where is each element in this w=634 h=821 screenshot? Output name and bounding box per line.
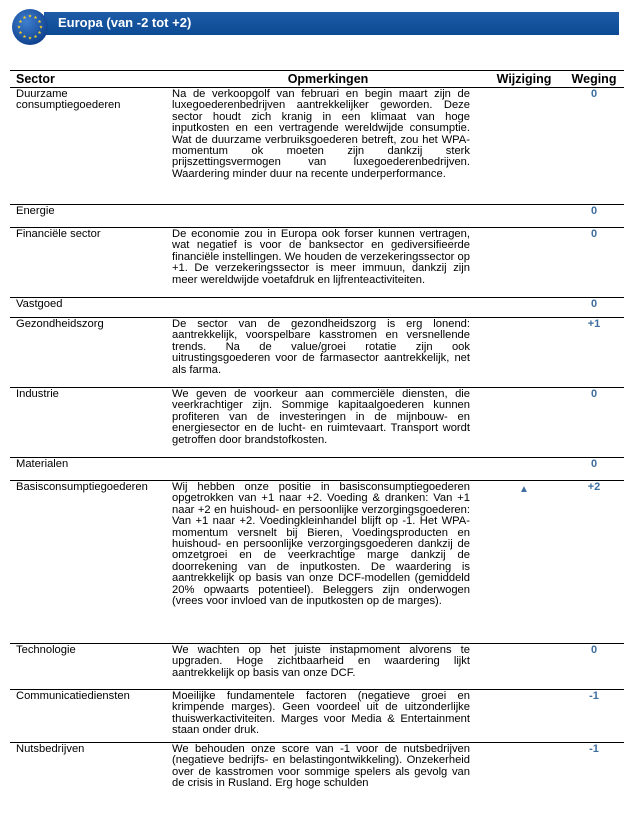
table-row — [10, 228, 624, 298]
table-row — [10, 743, 624, 799]
weight-cell: +1 — [564, 318, 624, 388]
sector-cell: Nutsbedrijven — [16, 743, 85, 755]
sector-cell: Vastgoed — [10, 298, 172, 318]
change-cell — [484, 743, 564, 799]
header-sector: Sector — [10, 70, 172, 88]
change-cell — [484, 205, 564, 228]
sector-cell: Communicatiediensten — [10, 690, 172, 743]
change-cell — [484, 644, 564, 690]
weight-cell: 0 — [564, 458, 624, 481]
change-cell — [484, 318, 564, 388]
remark-cell: We behouden onze score van -1 voor de nutsbedrijven (negatieve bedrijfs- en belastingontwikkeling). Onzekerheid over de kasstromen voor sommige spelers als gevolg van de crisis in Rusland. Erg hoge schulden — [172, 743, 470, 790]
sector-cell: Technologie — [10, 644, 172, 690]
table-row — [10, 298, 624, 318]
eu-flag-icon — [10, 8, 50, 46]
table-row — [10, 644, 624, 690]
remark-cell: Wij hebben onze positie in basisconsumptiegoederen opgetrokken van +1 naar +2. Voeding & dranken: Van +1 naar +2 en huishoud- en persoonlijke verzorgingsgoederen: Van +1 naar +2. Voedingkleinhandel blijft op -1. Het WPA-momentum versnelt bij Bieren, Voedingsproducten en huishoud- en persoonlijke verzorgingsgoederen dankzij de omzetgroei en de veerkrachtige marge dankzij de doorrekening van de inputkosten. De waardering is aantrekkelijk op basis van onze DCF-modellen (gemiddeld 20% opwaarts potentieel). Beleggers zijn onderwogen (vrees voor invloed van de inputkosten op de marges). — [172, 481, 484, 644]
remark-cell: Moeilijke fundamentele factoren (negatieve groei en krimpende marges). Geen voordeel uit de uitzonderlijke thuiswerkactiviteiten. Marges voor Media & Entertainment staan onder druk. — [172, 690, 484, 743]
weight-cell: 0 — [564, 644, 624, 690]
sector-cell: Financiële sector — [10, 228, 172, 298]
header-weight: Weging — [564, 70, 624, 88]
sector-table — [10, 70, 624, 799]
remark-cell: Na de verkoopgolf van februari en begin maart zijn de luxegoederenbedrijven aantrekkelijker geworden. Deze sector houdt zich kranig in een klimaat van hoge inputkosten en een vertragende wereldwijde consumptie. Wat de duurzame verbruiksgoederen betreft, zou het WPA-momentum ok moeten zijn dankzij sterk prijszettingsvermogen van luxegoederenbedrijven. Waardering minder duur na recente underperformance. — [172, 88, 484, 205]
table-row — [10, 318, 624, 388]
section-banner — [10, 8, 619, 38]
remark-cell: De economie zou in Europa ook forser kunnen vertragen, wat negatief is voor de banksector en gediversifieerde financiële instellingen. We houden de verzekeringssector op +1. De verzekeringssector is meer immuun, dankzij zijn meer wereldwijde voetafdruk en lijfrenteactiviteiten. — [172, 228, 484, 298]
weight-cell: 0 — [564, 205, 624, 228]
weight-cell: 0 — [564, 298, 624, 318]
table-header-row — [10, 70, 624, 88]
weight-cell: -1 — [564, 690, 624, 743]
remark-cell — [172, 205, 484, 228]
change-cell — [484, 228, 564, 298]
change-cell: ▲ — [484, 481, 564, 644]
change-cell — [484, 298, 564, 318]
sector-cell: Basisconsumptiegoederen — [10, 481, 172, 644]
remark-cell — [172, 458, 484, 481]
sector-cell: Duurzame consumptiegoederen — [10, 88, 172, 205]
table-row — [10, 205, 624, 228]
weight-cell: 0 — [564, 228, 624, 298]
table-row — [10, 690, 624, 743]
banner-title: Europa (van -2 tot +2) — [58, 15, 192, 30]
weight-cell: 0 — [564, 88, 624, 205]
remark-cell: We wachten op het juiste instapmoment alvorens te upgraden. Hoge zichtbaarheid en waardering lijkt aantrekkelijk op basis van onze DCF. — [172, 644, 484, 690]
change-cell — [484, 690, 564, 743]
table-row — [10, 481, 624, 644]
sector-cell: Gezondheidszorg — [10, 318, 172, 388]
table-row — [10, 388, 624, 458]
change-cell — [484, 458, 564, 481]
change-cell — [484, 88, 564, 205]
table-row — [10, 458, 624, 481]
remark-cell — [172, 298, 484, 318]
header-remarks: Opmerkingen — [172, 70, 484, 88]
remark-cell: De sector van de gezondheidszorg is erg lonend: aantrekkelijk, voorspelbare kasstromen en versnellende trends. Na de value/groei rotatie zijn ook uitrustingsgoederen voor de farmasector aantrekkelijk, net als farma. — [172, 318, 484, 388]
table-row — [10, 88, 624, 205]
weight-cell: +2 — [564, 481, 624, 644]
remark-cell: We geven de voorkeur aan commerciële diensten, die veerkrachtiger zijn. Sommige kapitaalgoederen kunnen profiteren van de investeringen in de mijnbouw- en energiesector en de lucht- en ruimtevaart. Transport wordt getroffen door brandstofkosten. — [172, 388, 484, 458]
sector-cell: Energie — [10, 205, 172, 228]
change-cell — [484, 388, 564, 458]
sector-cell: Industrie — [10, 388, 172, 458]
sector-cell: Materialen — [10, 458, 172, 481]
weight-cell: -1 — [589, 743, 599, 755]
header-change: Wijziging — [484, 70, 564, 88]
weight-cell: 0 — [564, 388, 624, 458]
